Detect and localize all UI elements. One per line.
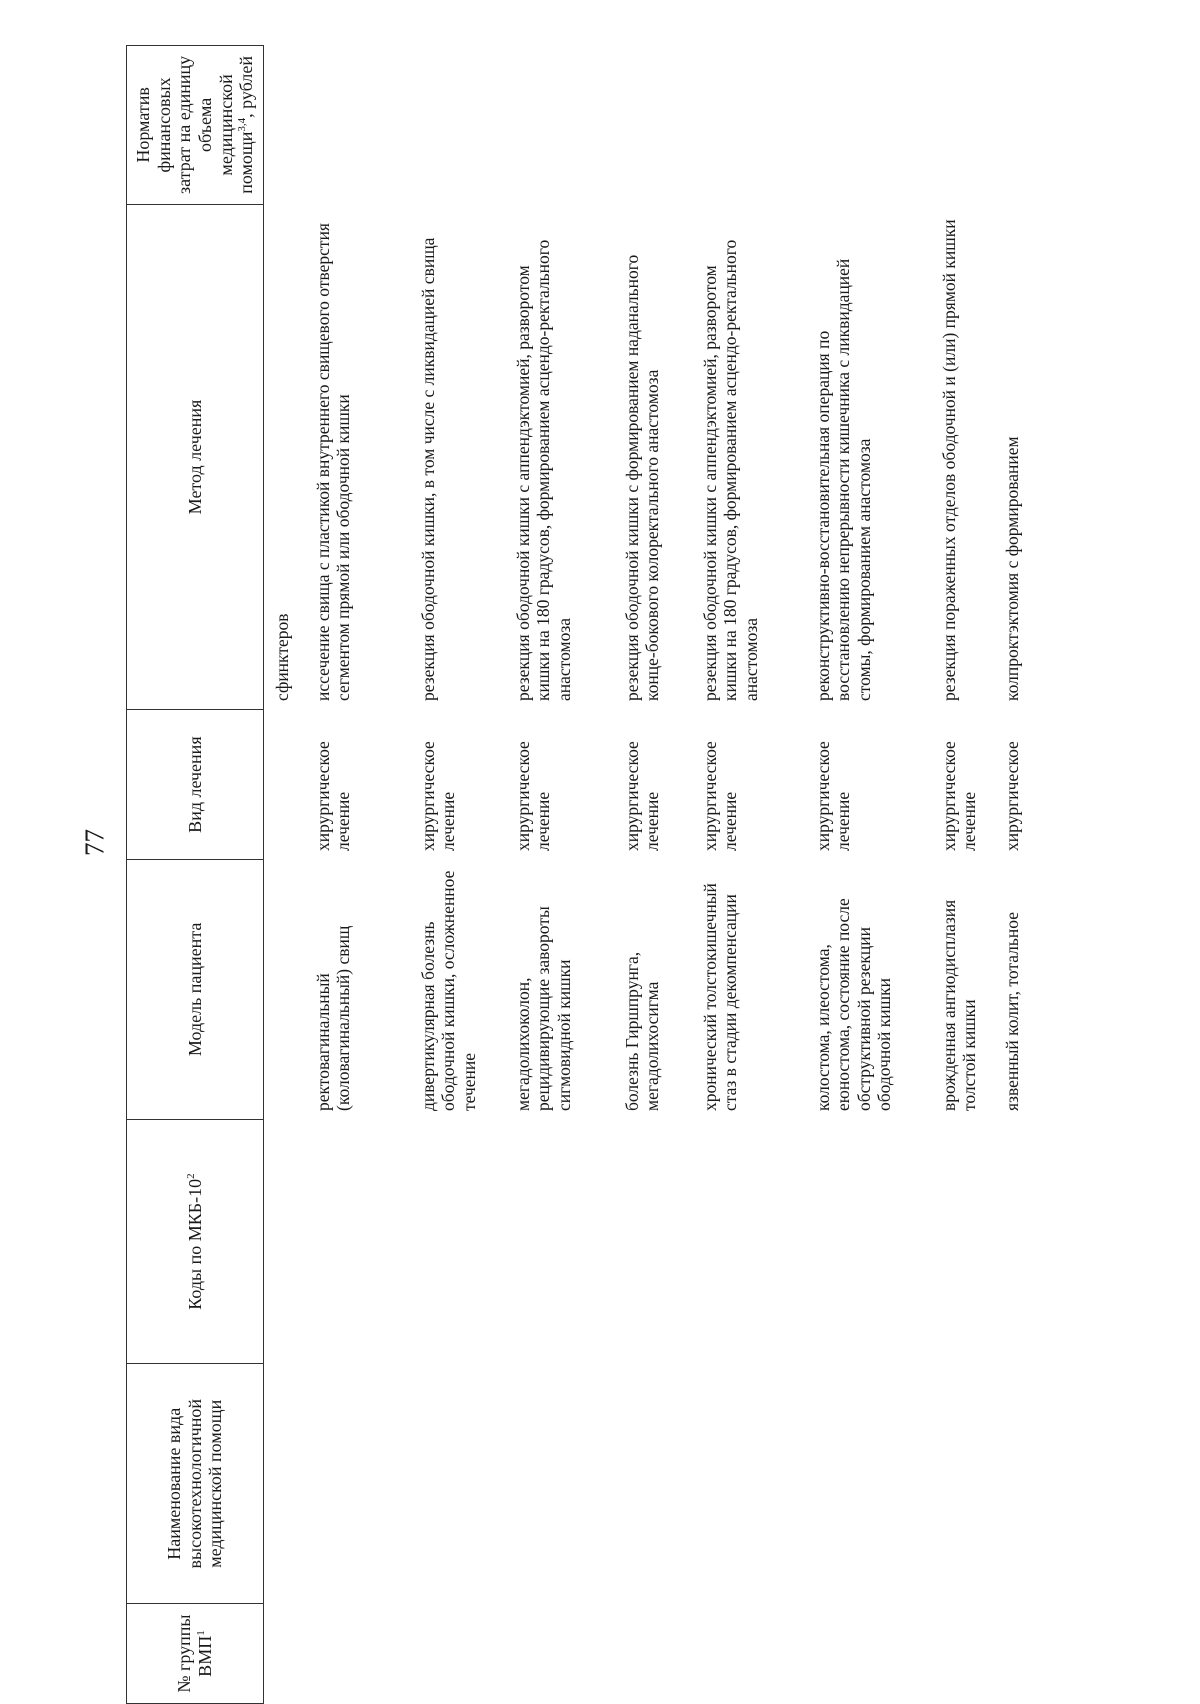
cell-treatment-type: хирургическое лечение: [622, 741, 663, 851]
cell-patient-model: болезнь Гиршпрунга, мегадолихосигма: [622, 951, 663, 1111]
cell-treatment-type: [272, 709, 292, 859]
cell-patient-model: хронический толстокишечный стаз в стадии декомпенсации: [700, 883, 741, 1111]
header-icd-codes: Коды по МКБ-$10^2$: [127, 1119, 263, 1364]
cell-treatment-method: резекция ободочной кишки с аппендэктомией, разворотом кишки на 180 градусов, формированием асцендо-ректального анастомоза: [700, 239, 761, 701]
cell-treatment-method: реконструктивно-восстановительная операция по восстановлению непрерывности кишечника с ликвидацией стомы, формированием анастомоза: [813, 258, 874, 701]
cell-patient-model: дивертикулярная болезнь ободочной кишки, осложненное течение: [418, 870, 479, 1111]
header-patient-model: Модель пациента: [127, 859, 263, 1119]
header-cost-norm: Норматив финансовых затрат на единицу объема медицинской помощи$^{3,4}$, рублей: [132, 55, 257, 194]
cell-treatment-method: резекция ободочной кишки с формированием наданального конце-бокового колоректального анастомоза: [622, 254, 663, 701]
table-row: [622, 45, 663, 1704]
table-row: [513, 45, 574, 1704]
cell-treatment-method: иссечение свища с пластикой внутреннего свищевого отверстия сегментом прямой или ободочной кишки: [313, 223, 354, 701]
header-group-no: № группы ВМП$^1$: [127, 1603, 263, 1703]
cell-treatment-method: резекция ободочной кишки, в том числе с ликвидацией свища: [418, 237, 438, 701]
cell-treatment-method: сфинктеров: [272, 613, 292, 701]
cell-treatment-type: хирургическое лечение: [700, 741, 741, 851]
table-header: [126, 45, 264, 1704]
cell-treatment-type: хирургическое: [1002, 741, 1022, 851]
header-care-type: Наименование вида высокотехнологичной медицинской помощи: [127, 1363, 263, 1603]
cell-patient-model: мегадолихоколон, рецидивирующие завороты сигмовидной кишки: [513, 906, 574, 1111]
cell-treatment-type: хирургическое лечение: [813, 741, 854, 851]
cell-treatment-method: резекция ободочной кишки с аппендэктомией, разворотом кишки на 180 градусов, формированием асцендо-ректального анастомоза: [513, 239, 574, 701]
cell-treatment-type: хирургическое лечение: [939, 741, 980, 851]
header-treatment-method: Метод лечения: [127, 204, 263, 709]
cell-treatment-type: хирургическое лечение: [418, 741, 459, 851]
cell-patient-model: колостома, илеостома, еюностома, состояние после обструктивной резекции ободочной кишки: [813, 898, 894, 1111]
cell-patient-model: ректовагинальный (коловагинальный) свищ: [313, 925, 354, 1111]
cell-patient-model: язвенный колит, тотальное: [1002, 912, 1022, 1111]
cell-treatment-type: хирургическое лечение: [513, 741, 554, 851]
cell-treatment-method: колпроктэктомия с формированием: [1002, 436, 1022, 701]
table-row: [700, 45, 761, 1704]
rotated-table: [126, 45, 1200, 1704]
table-row: [313, 45, 354, 1704]
cell-treatment-type: хирургическое лечение: [313, 741, 354, 851]
cell-treatment-method: резекция пораженных отделов ободочной и (или) прямой кишки: [939, 219, 959, 701]
table-row: [813, 45, 894, 1704]
page-number: 77: [79, 829, 110, 856]
table-row: [939, 45, 980, 1704]
cell-patient-model: [272, 859, 292, 1119]
table-row: [272, 45, 292, 1704]
header-treatment-type: Вид лечения: [127, 709, 263, 859]
table-row: [1002, 45, 1022, 1704]
table-row: [418, 45, 479, 1704]
cell-patient-model: врожденная ангиодисплазия толстой кишки: [939, 899, 980, 1111]
